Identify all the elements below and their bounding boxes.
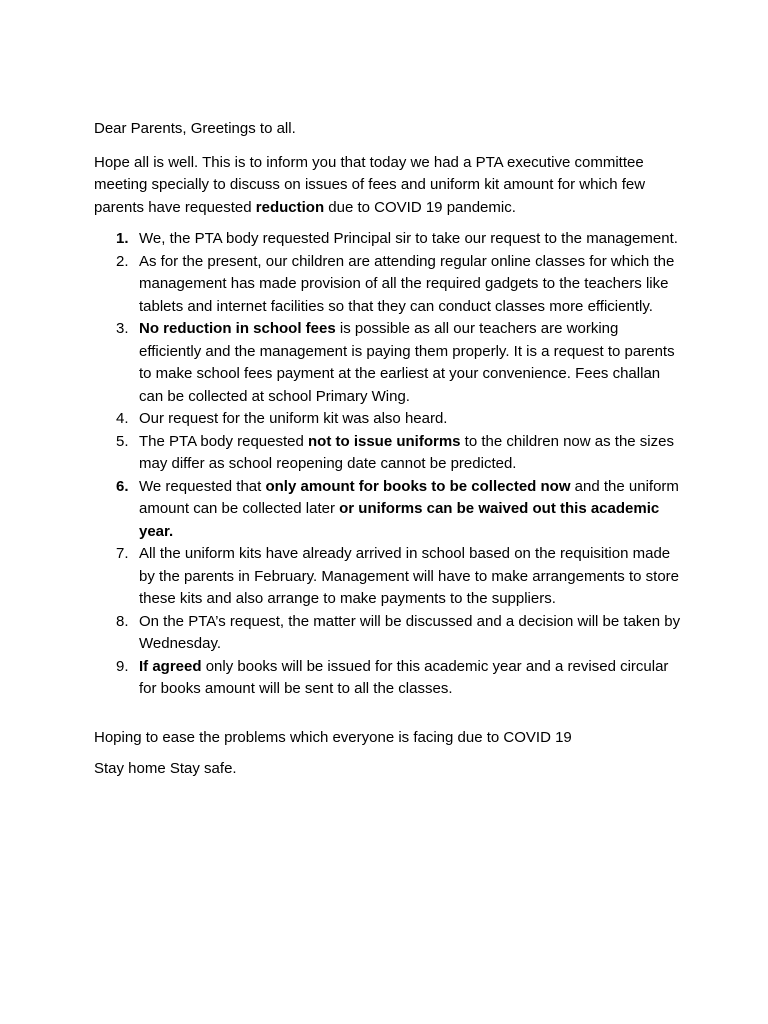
list-item-text: All the uniform kits have already arrived in school based on the requisition made by the parents in February. Management will have to make arrangements to store these kits and also arrange to make payments to the suppliers. — [139, 545, 679, 607]
list-number: 3. — [116, 320, 129, 337]
list-item — [94, 431, 684, 476]
signoff-line: Stay home Stay safe. — [94, 760, 237, 777]
greeting: Dear Parents, Greetings to all. — [94, 120, 296, 137]
list-number: 1. — [116, 230, 129, 247]
list-item-text: The PTA body requested — [139, 432, 308, 450]
list-number: 7. — [116, 545, 129, 562]
intro-text-end: due to COVID 19 pandemic. — [324, 198, 516, 216]
intro-text: Hope all is well. This is to inform you that today we had a PTA executive committee meeting specially to discuss on issues of fees and uniform kit amount for which few parents have requested — [94, 153, 646, 216]
list-item-text: Our request for the uniform kit was also heard. — [139, 410, 448, 427]
list-item-text-middle: and the uniform amount can be collected later — [139, 477, 679, 517]
list-item-bold: If agreed — [139, 657, 202, 675]
list-item — [94, 611, 684, 656]
list-item-text: As for the present, our children are attending regular online classes for which the management has made provision of all the required gadgets to the teachers like tablets and internet facilities so that they can conduct classes more efficiently. — [139, 252, 675, 315]
closing-line: Hoping to ease the problems which everyone is facing due to COVID 19 — [94, 728, 572, 746]
list-item-text: only books will be issued for this academic year and a revised circular for books amount will be sent to all the classes. — [139, 657, 669, 697]
list-number: 8. — [116, 612, 129, 630]
list-item-bold: not to issue uniforms — [308, 432, 461, 450]
list-item — [94, 543, 684, 611]
list-item-text: We requested that — [139, 477, 266, 495]
list-number: 9. — [116, 657, 129, 675]
list-item — [94, 228, 684, 251]
list-item-bold: No reduction in school fees — [139, 320, 336, 337]
list-item — [94, 656, 684, 701]
letter — [94, 118, 684, 790]
list-number: 5. — [116, 432, 129, 450]
list-item-bold-end: or uniforms can be waived out this academic year. — [139, 500, 660, 540]
list-number: 6. — [116, 477, 129, 495]
intro-bold-reduction: reduction — [255, 198, 325, 216]
list-number: 2. — [116, 252, 129, 270]
list-item — [94, 476, 684, 544]
list-item-text: On the PTA’s request, the matter will be discussed and a decision will be taken by Wednesday. — [139, 612, 681, 652]
list-item — [94, 408, 684, 431]
list-item — [94, 318, 684, 408]
list-item-bold: only amount for books to be collected now — [265, 477, 571, 495]
list-item-text: is possible as all our teachers are working efficiently and the management is paying them properly. It is a request to parents to make school fees payment at the earliest at your convenience. Fees challan can be collected at school Primary Wing. — [139, 320, 675, 405]
list-number: 4. — [116, 410, 129, 427]
intro-paragraph — [94, 152, 684, 220]
list-item-text-end: to the children now as the sizes may differ as school reopening date cannot be predicted. — [139, 432, 674, 472]
points-list — [94, 228, 684, 701]
list-item-text: We, the PTA body requested Principal sir to take our request to the management. — [139, 230, 678, 247]
list-item — [94, 251, 684, 319]
